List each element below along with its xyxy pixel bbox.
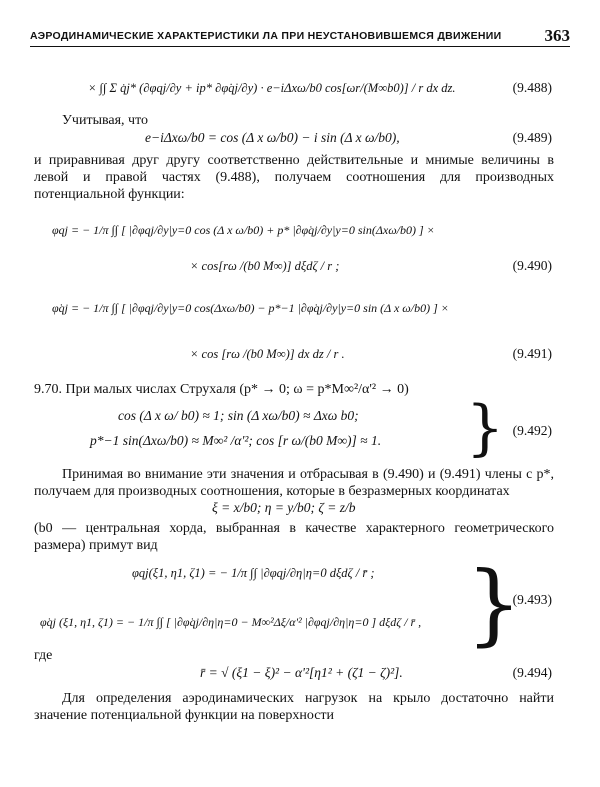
equation-number-9491: (9.491) xyxy=(512,346,552,361)
brace-9493: } xyxy=(466,552,522,655)
equation-number-9492: (9.492) xyxy=(512,423,552,438)
text-considering: Учитывая, что xyxy=(62,113,149,128)
running-header xyxy=(30,26,570,48)
equation-number-9493: (9.493) xyxy=(512,592,552,607)
text-where: где xyxy=(34,648,53,663)
equation-9491-line2: × cos [rω /(b0 M∞)] dx dz / r . xyxy=(190,347,345,361)
dimensionless-coordinates: ξ = x/b0; η = y/b0; ζ = z/b xyxy=(212,500,356,515)
equation-9492-line1: cos (Δ x ω/ b0) ≈ 1; sin (Δ xω/b0) ≈ Δxω b0; xyxy=(118,408,359,423)
paragraph-equating: и приравнивая друг другу соответственно действительные и мнимые величины в левой и правой частях (9.488), получаем соотношения для производных потенциальной функции: xyxy=(34,153,554,202)
paragraph-aero-loads: Для определения аэродинамических нагрузок на крыло достаточно найти значение потенциальной функции на поверхности xyxy=(34,691,554,723)
equation-number-9488: (9.488) xyxy=(512,80,552,95)
equation-9488: × ∫∫ Σ q̇j* (∂φqj/∂y + ip* ∂φ̇qj/∂y) · e−iΔxω/b0 cos[ωr/(M∞b0)] / r dx dz. xyxy=(88,81,456,95)
equation-9491-line1: φ̇qj = − 1/π ∫∫ [ |∂φqj/∂y|y=0 cos(Δxω/b0) − p*−1 |∂φ̇qj/∂y|y=0 sin (Δ x ω/b0) ] × xyxy=(52,301,449,315)
equation-9492-line2: p*−1 sin(Δxω/b0) ≈ M∞² /α'²; cos [r ω/(b0 M∞)] ≈ 1. xyxy=(90,433,382,448)
equation-9489: e−iΔxω/b0 = cos (Δ x ω/b0) − i sin (Δ x ω/b0), xyxy=(145,130,400,145)
brace-9492: } xyxy=(466,393,505,463)
paragraph-central-chord: (b0 — центральная хорда, выбранная в качестве характерного геометрического размера) примут вид xyxy=(34,521,554,553)
equation-number-9494: (9.494) xyxy=(512,665,552,680)
section-9-70: 9.70. При малых числах Струхаля (p* → 0; ω = p*M∞²/α'² → 0) xyxy=(34,382,409,397)
equation-number-9490: (9.490) xyxy=(512,258,552,273)
equation-9493-line2: φ̇qj (ξ1, η1, ζ1) = − 1/π ∫∫ [ |∂φ̇qj/∂η|η=0 − M∞²Δξ/α'² |∂φqj/∂η|η=0 ] dξdζ / r̄ , xyxy=(40,615,422,629)
header-title: АЭРОДИНАМИЧЕСКИЕ ХАРАКТЕРИСТИКИ ЛА ПРИ НЕУСТАНОВИВШЕМСЯ ДВИЖЕНИИ xyxy=(30,30,502,42)
equation-number-9489: (9.489) xyxy=(512,130,552,145)
page-number: 363 xyxy=(544,26,570,45)
paragraph-taking-into-account: Принимая во внимание эти значения и отбрасывая в (9.490) и (9.491) члены с p*, получаем для производных соотношения, которые в безразмерных координатах xyxy=(34,467,554,499)
equation-9490-line2: × cos[rω /(b0 M∞)] dξdζ / r ; xyxy=(190,259,340,273)
equation-9494: r̄ = √ (ξ1 − ξ)² − α'²[η1² + (ζ1 − ζ)²]. xyxy=(200,665,403,680)
header-rule xyxy=(30,46,570,47)
equation-9493-line1: φqj(ξ1, η1, ζ1) = − 1/π ∫∫ |∂φqj/∂η|η=0 dξdζ / r̄ ; xyxy=(132,566,375,580)
equation-9490-line1: φqj = − 1/π ∫∫ [ |∂φqj/∂y|y=0 cos (Δ x ω/b0) + p* |∂φ̇qj/∂y|y=0 sin(Δxω/b0) ] × xyxy=(52,223,435,237)
